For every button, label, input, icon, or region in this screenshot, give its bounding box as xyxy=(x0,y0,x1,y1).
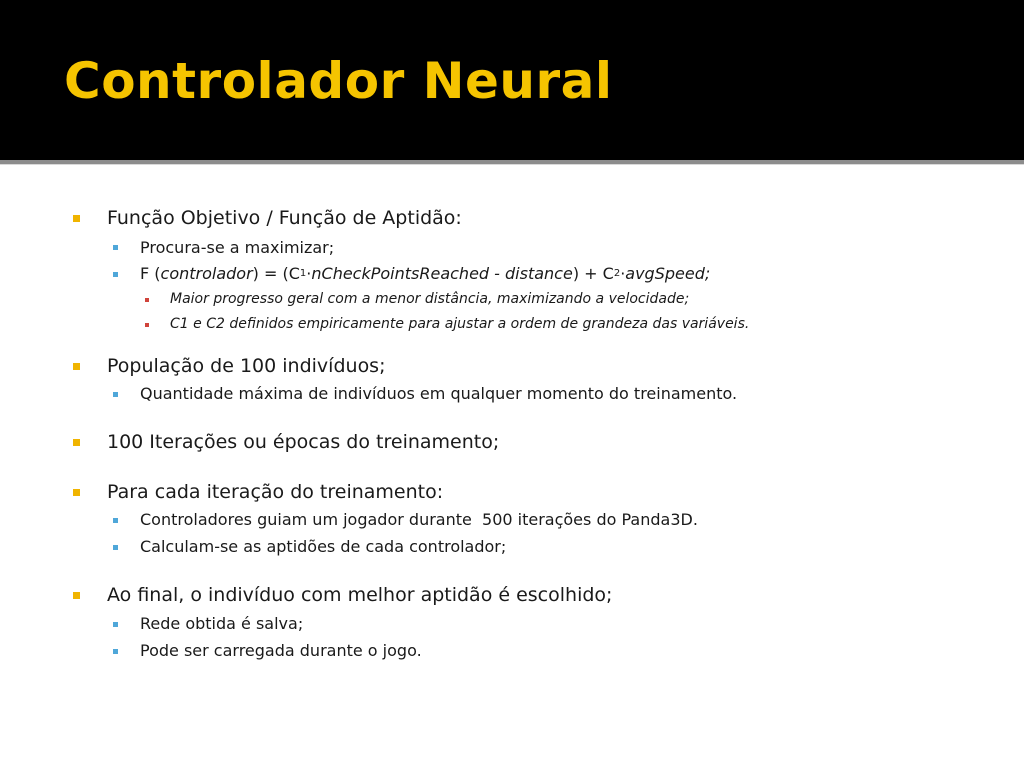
formula-part: ) + C xyxy=(572,264,614,283)
slide-title: Controlador Neural xyxy=(64,52,613,110)
list-item-text: População de 100 indivíduos; xyxy=(107,355,386,377)
list-item-text: C1 e C2 definidos empiricamente para ajustar a ordem de grandeza das variáveis. xyxy=(170,316,750,332)
list-item xyxy=(107,355,386,377)
list-item-text: Controladores guiam um jogador durante 500 iterações do Panda3D. xyxy=(140,510,698,529)
formula-part: ) = (C xyxy=(252,264,300,283)
list-item-text: Ao final, o indivíduo com melhor aptidão é escolhido; xyxy=(107,584,613,606)
list-item-text: Rede obtida é salva; xyxy=(140,614,304,633)
list-item xyxy=(170,316,749,332)
list-item xyxy=(140,510,698,529)
bullet-square-icon xyxy=(73,592,80,599)
list-item xyxy=(140,641,422,660)
list-item-text: Para cada iteração do treinamento: xyxy=(107,481,444,503)
sub-bullet-square-icon xyxy=(113,272,118,277)
list-item xyxy=(107,481,443,503)
formula-part: · xyxy=(306,264,312,283)
bullet-square-icon xyxy=(73,363,80,370)
sub-bullet-square-icon xyxy=(113,545,118,550)
list-item-text: Procura-se a maximizar; xyxy=(140,238,335,257)
list-item-text: Função Objetivo / Função de Aptidão: xyxy=(107,207,462,229)
list-item xyxy=(140,238,334,257)
sub-bullet-square-icon xyxy=(113,649,118,654)
sub-bullet-square-icon xyxy=(113,392,118,397)
list-item-text: Calculam-se as aptidões de cada controlador; xyxy=(140,537,507,556)
list-item xyxy=(107,207,462,229)
formula-controller: controlador xyxy=(160,264,253,283)
formula-part: F ( xyxy=(140,264,161,283)
list-item xyxy=(170,291,689,307)
bullet-square-icon xyxy=(73,439,80,446)
sub-bullet-square-icon xyxy=(113,622,118,627)
list-item-text: Quantidade máxima de indivíduos em qualquer momento do treinamento. xyxy=(140,384,738,403)
formula-term: avgSpeed; xyxy=(625,264,711,283)
bullet-square-icon xyxy=(73,215,80,222)
sub-sub-bullet-square-icon xyxy=(145,323,149,327)
list-item-text: Maior progresso geral com a menor distância, maximizando a velocidade; xyxy=(170,291,690,307)
sub-sub-bullet-square-icon xyxy=(145,298,149,302)
formula-item: F ( controlador ) = (C 1 · nCheckPointsReached - distance ) + C 2 · avgSpeed; xyxy=(140,264,711,283)
formula-term: nCheckPointsReached - distance xyxy=(311,264,573,283)
list-item xyxy=(107,431,499,453)
list-item xyxy=(140,614,303,633)
list-item-text: Pode ser carregada durante o jogo. xyxy=(140,641,422,660)
list-item xyxy=(107,584,612,606)
bullet-square-icon xyxy=(73,489,80,496)
list-item-text: 100 Iterações ou épocas do treinamento; xyxy=(107,431,500,453)
list-item xyxy=(140,537,506,556)
sub-bullet-square-icon xyxy=(113,245,118,250)
sub-bullet-square-icon xyxy=(113,518,118,523)
formula-part: · xyxy=(620,264,626,283)
list-item xyxy=(140,384,737,403)
